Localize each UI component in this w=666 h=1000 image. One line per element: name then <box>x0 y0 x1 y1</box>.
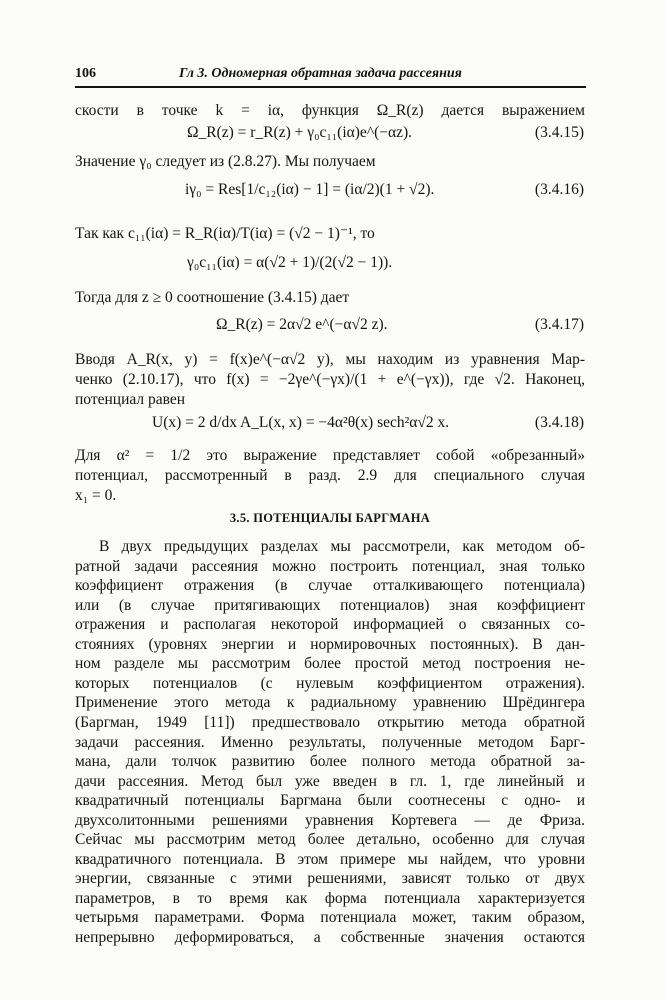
section-text-line: Применение этого метода к радиальному уравнению Шрёдингера <box>75 694 585 712</box>
section-text-line: (Баргман, 1949 [11]) предшествовало открытию метода обратной <box>75 713 585 731</box>
section-text-line: квадратичный потенциалы Баргмана были соотнесены с одно- и <box>75 792 585 810</box>
section-text-line: Сейчас мы рассмотрим метод более детально, особенно для случая <box>75 831 585 849</box>
section-text-line: которых потенциалов (с нулевым коэффициентом отражения). <box>75 674 585 692</box>
text-line: ченко (2.10.17), что f(x) = −2γe^(−γx)/(1 + e^(−γx)), где √2. Наконец, <box>75 371 585 388</box>
section-text-line: задачи рассеяния. Именно результаты, полученные методом Барг- <box>75 733 585 751</box>
section-text-line: отражения и располагая некоторой информацией о связанных со- <box>75 616 585 634</box>
equation-3-4-15: Ω_R(z) = r_R(z) + γ₀c₁₁(iα)e^(−αz). <box>187 124 413 141</box>
section-text-line: квадратичного потенциала. В этом примере мы найдем, что уровни <box>75 850 585 868</box>
section-text-line: дачи рассеяния. Метод был уже введен в гл. 1, где линейный и <box>75 772 585 790</box>
section-heading: 3.5. ПОТЕНЦИАЛЫ БАРГМАНА <box>229 511 431 525</box>
section-text-line: четырьмя параметрами. Форма потенциала может, таким образом, <box>75 909 585 927</box>
text-line: Так как c₁₁(iα) = R_R(iα)/T(iα) = (√2 − 1)⁻¹, то <box>75 225 375 242</box>
equation-3-4-18: U(x) = 2 d/dx A_L(x, x) = −4α²θ(x) sech²α√2 x. <box>152 414 450 431</box>
section-text-line: ратной задачи рассеяния можно построить потенциал, зная только <box>75 557 585 575</box>
equation-number: (3.4.16) <box>534 181 584 198</box>
section-text-line: непрерывно деформироваться, а собственные значения остаются <box>75 929 585 946</box>
equation-number: (3.4.18) <box>534 414 584 431</box>
equation-3-4-17: Ω_R(z) = 2α√2 e^(−α√2 z). <box>216 316 388 333</box>
section-text-line: энергии, связанные с этими решениями, зависят только от двух <box>75 870 585 888</box>
text-line: потенциал, рассмотренный в разд. 2.9 для специального случая <box>75 467 585 484</box>
page-header <box>75 64 585 86</box>
header-rule <box>75 86 586 88</box>
text-line: x₁ = 0. <box>75 487 117 504</box>
section-text-line: двухсолитонными решениями уравнения Кортевега — де Фриза. <box>75 811 585 829</box>
section-text-line: или (в случае притягивающих потенциалов) зная коэффициент <box>75 596 585 614</box>
page-number: 106 <box>75 66 96 81</box>
section-text-line: ном разделе мы рассмотрим более простой метод построения не- <box>75 655 585 673</box>
section-text-line: В двух предыдущих разделах мы рассмотрели, как методом об- <box>99 538 585 555</box>
equation-3-4-16: iγ₀ = Res[1/c₁₂(iα) − 1] = (iα/2)(1 + √2). <box>185 181 435 198</box>
section-text-line: параметров, в то время как форма потенциала характеризуется <box>75 889 585 907</box>
equation-number: (3.4.15) <box>534 124 584 141</box>
equation-gamma0-c11: γ₀c₁₁(iα) = α(√2 + 1)/(2(√2 − 1)). <box>187 254 393 271</box>
text-line: Вводя A_R(x, y) = f(x)e^(−α√2 y), мы находим из уравнения Мар- <box>75 351 585 368</box>
text-line: Тогда для z ≥ 0 соотношение (3.4.15) дает <box>75 289 350 306</box>
equation-number: (3.4.17) <box>534 316 584 333</box>
text-line: Значение γ₀ следует из (2.8.27). Мы получаем <box>75 153 376 170</box>
text-line: потенциал равен <box>75 391 186 408</box>
section-text-line: стояниях (уровнях энергии и нормировочных постоянных). В дан- <box>75 635 585 653</box>
text-line: Для α² = 1/2 это выражение представляет собой «обрезанный» <box>75 447 585 464</box>
running-title: Гл 3. Одномерная обратная задача рассеяния <box>179 66 462 81</box>
section-text-line: мана, дали толчок развитию более полного метода обратной за- <box>75 753 585 771</box>
text-line: скости в точке k = iα, функция Ω_R(z) дается выражением <box>75 102 585 119</box>
section-text-line: коэффициент отражения (в случае отталкивающего потенциала) <box>75 577 585 595</box>
